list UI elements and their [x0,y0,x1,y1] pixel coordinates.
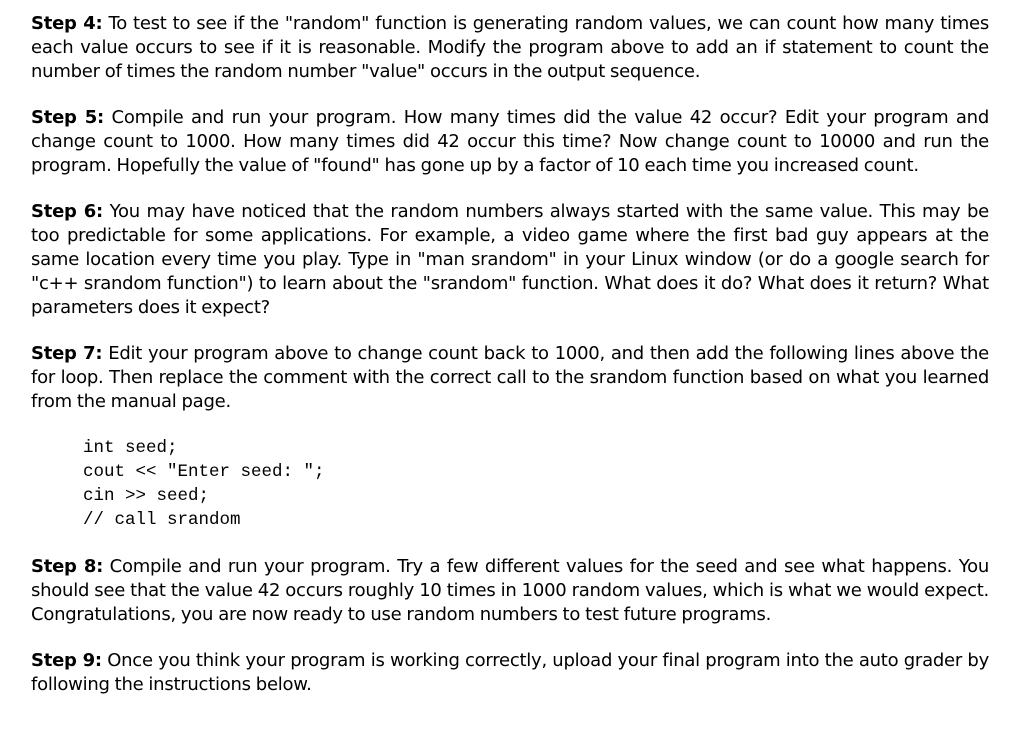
step-text: Compile and run your program. Try a few different values for the seed and see what happens. You should see that the value 42 occurs roughly 10 times in 1000 random values, which is what we would expect. Congratulations, you are now ready to use random numbers to test future programs. [31,556,989,625]
step-text: Compile and run your program. How many times did the value 42 occur? Edit your program and change count to 1000. How many times did 42 occur this time? Now change count to 10000 and run the program. Hopefully the value of "found" has gone up by a factor of 10 each time you increased count. [31,107,990,176]
step-label: Step 7: [31,343,103,364]
step-label: Step 8: [31,556,104,577]
step-5 [31,106,989,178]
step-text: You may have noticed that the random numbers always started with the same value. This may be too predictable for some applications. For example, a video game where the first bad guy appears at the same location every time you play. Type in "man srandom" in your Linux window (or do a google search for "c++ srandom function") to learn about the "srandom" function. What does it do? What does it return? What parameters does it expect? [31,201,989,318]
code-line: // call srandom [83,510,241,530]
step-8 [31,555,989,627]
code-block [83,436,989,532]
step-label: Step 9: [31,650,102,671]
step-label: Step 4: [31,13,103,34]
step-text: To test to see if the "random" function is generating random values, we can count how many times each value occurs to see if it is reasonable. Modify the program above to add an if statement to count the number of times the random number "value" occurs in the output sequence. [31,13,989,82]
step-4 [31,12,989,84]
step-text: Edit your program above to change count back to 1000, and then add the following lines above the for loop. Then replace the comment with the correct call to the srandom function based on what you learned from the manual page. [31,343,989,412]
step-label: Step 5: [31,107,104,128]
code-line: cout << "Enter seed: "; [83,462,325,482]
step-label: Step 6: [31,201,104,222]
step-6 [31,200,989,320]
step-7 [31,342,989,414]
document [31,12,989,719]
code-line: cin >> seed; [83,486,210,506]
step-text: Once you think your program is working correctly, upload your final program into the auto grader by following the instructions below. [31,650,989,695]
code-line: int seed; [83,438,178,458]
step-9 [31,649,989,697]
